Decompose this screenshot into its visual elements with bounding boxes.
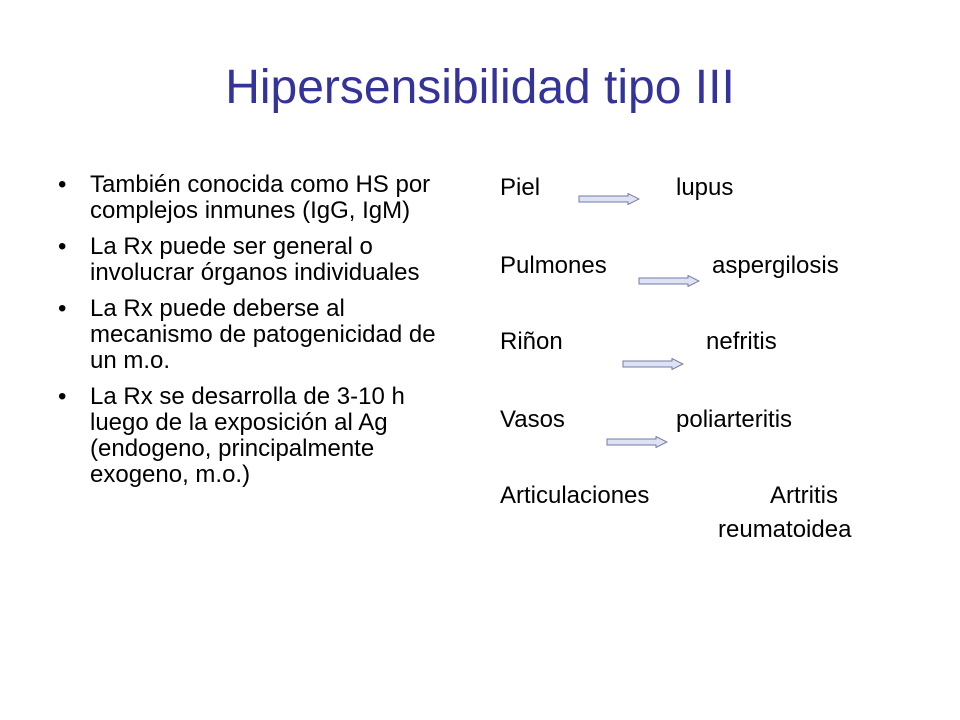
bullet-item — [58, 234, 458, 286]
arrow-right-icon — [622, 358, 684, 370]
organ-vasos: Vasos — [500, 406, 565, 433]
arrow-right-icon — [638, 275, 700, 287]
bullet-list — [58, 172, 458, 498]
condition-poliarteritis: poliarteritis — [676, 406, 793, 433]
bullet-dot: • — [58, 171, 67, 198]
arrow-right-icon — [606, 436, 668, 448]
bullet-item — [58, 296, 458, 374]
condition-nefritis: nefritis — [706, 328, 777, 355]
organ-articulaciones: Articulaciones — [500, 482, 650, 509]
organ-pulmones: Pulmones — [500, 252, 607, 279]
organ-rinon: Riñon — [500, 328, 563, 355]
bullet-text: La Rx puede deberse al mecanismo de patogenicidad de un m.o. — [90, 295, 436, 374]
condition-lupus: lupus — [676, 174, 734, 201]
bullet-item — [58, 172, 458, 224]
bullet-dot: • — [58, 383, 67, 410]
bullet-text: También conocida como HS por complejos inmunes (IgG, IgM) — [90, 171, 431, 224]
arrow-right-icon — [578, 193, 640, 205]
bullet-dot: • — [58, 295, 67, 322]
condition-artritis: Artritis — [770, 482, 838, 509]
condition-aspergilosis: aspergilosis — [712, 252, 839, 279]
organ-piel: Piel — [500, 174, 541, 201]
bullet-dot: • — [58, 233, 67, 260]
bullet-item — [58, 384, 458, 488]
condition-reumatoidea: reumatoidea — [718, 516, 852, 543]
slide-title: Hipersensibilidad tipo III — [225, 61, 735, 114]
bullet-text: La Rx se desarrolla de 3-10 h luego de la exposición al Ag (endogeno, principalmente exogeno, m.o.) — [90, 383, 405, 488]
bullet-text: La Rx puede ser general o involucrar órganos individuales — [90, 233, 420, 286]
